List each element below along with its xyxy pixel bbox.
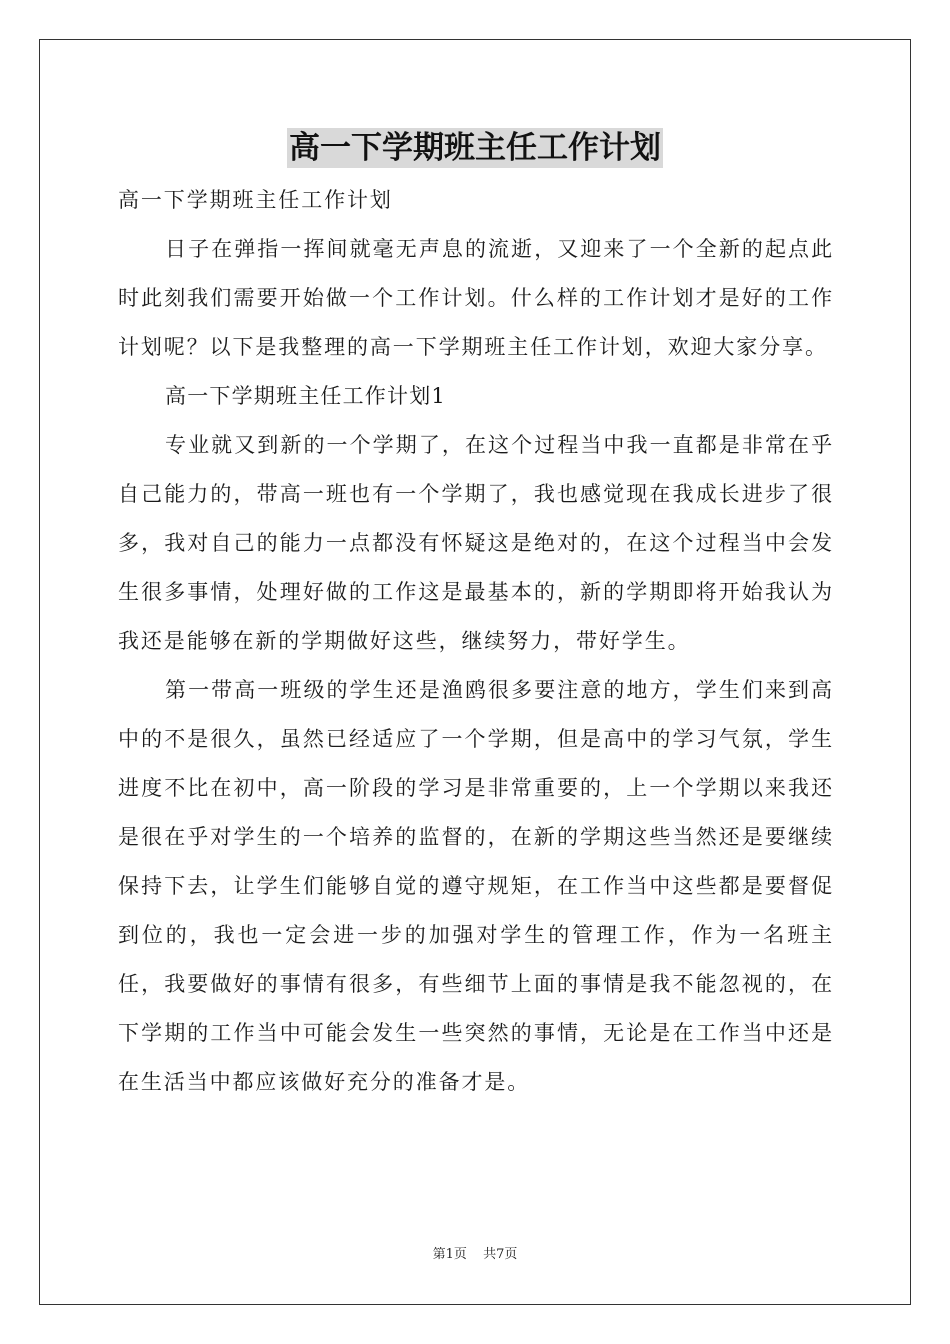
section-heading: 高一下学期班主任工作计划1 [165,384,446,408]
page-number-total: 共7页 [483,1247,518,1262]
body-paragraph: 第一带高一班级的学生还是渔鸥很多要注意的地方，学生们来到高中的不是很久，虽然已经适应了一个学期，但是高中的学习气氛，学生进度不比在初中，高一阶段的学习是非常重要的，上一个学期以来我还是很在乎对学生的一个培养的监督的，在新的学期这些当然还是要继续保持下去，让学生们能够自觉的遵守规矩，在工作当中这些都是要督促到位的，我也一定会进一步的加强对学生的管理工作，作为一名班主任，我要做好的事情有很多，有些细节上面的事情是我不能忽视的，在下学期的工作当中可能会发生一些突然的事情，无论是在工作当中还是在生活当中都应该做好充分的准备才是。 [118,678,834,1094]
title-container [0,128,950,168]
document-subtitle: 高一下学期班主任工作计划 [118,188,393,212]
page-number-current: 第1页 [432,1247,467,1262]
intro-paragraph: 日子在弹指一挥间就毫无声息的流逝，又迎来了一个全新的起点此时此刻我们需要开始做一个工作计划。什么样的工作计划才是好的工作计划呢？以下是我整理的高一下学期班主任工作计划，欢迎大家分享。 [118,237,834,359]
page-footer [0,1246,950,1264]
document-title: 高一下学期班主任工作计划 [289,130,661,166]
document-body [118,176,834,1107]
body-paragraph: 专业就又到新的一个学期了，在这个过程当中我一直都是非常在乎自己能力的，带高一班也有一个学期了，我也感觉现在我成长进步了很多，我对自己的能力一点都没有怀疑这是绝对的，在这个过程当中会发生很多事情，处理好做的工作这是最基本的，新的学期即将开始我认为我还是能够在新的学期做好这些，继续努力，带好学生。 [118,433,834,653]
